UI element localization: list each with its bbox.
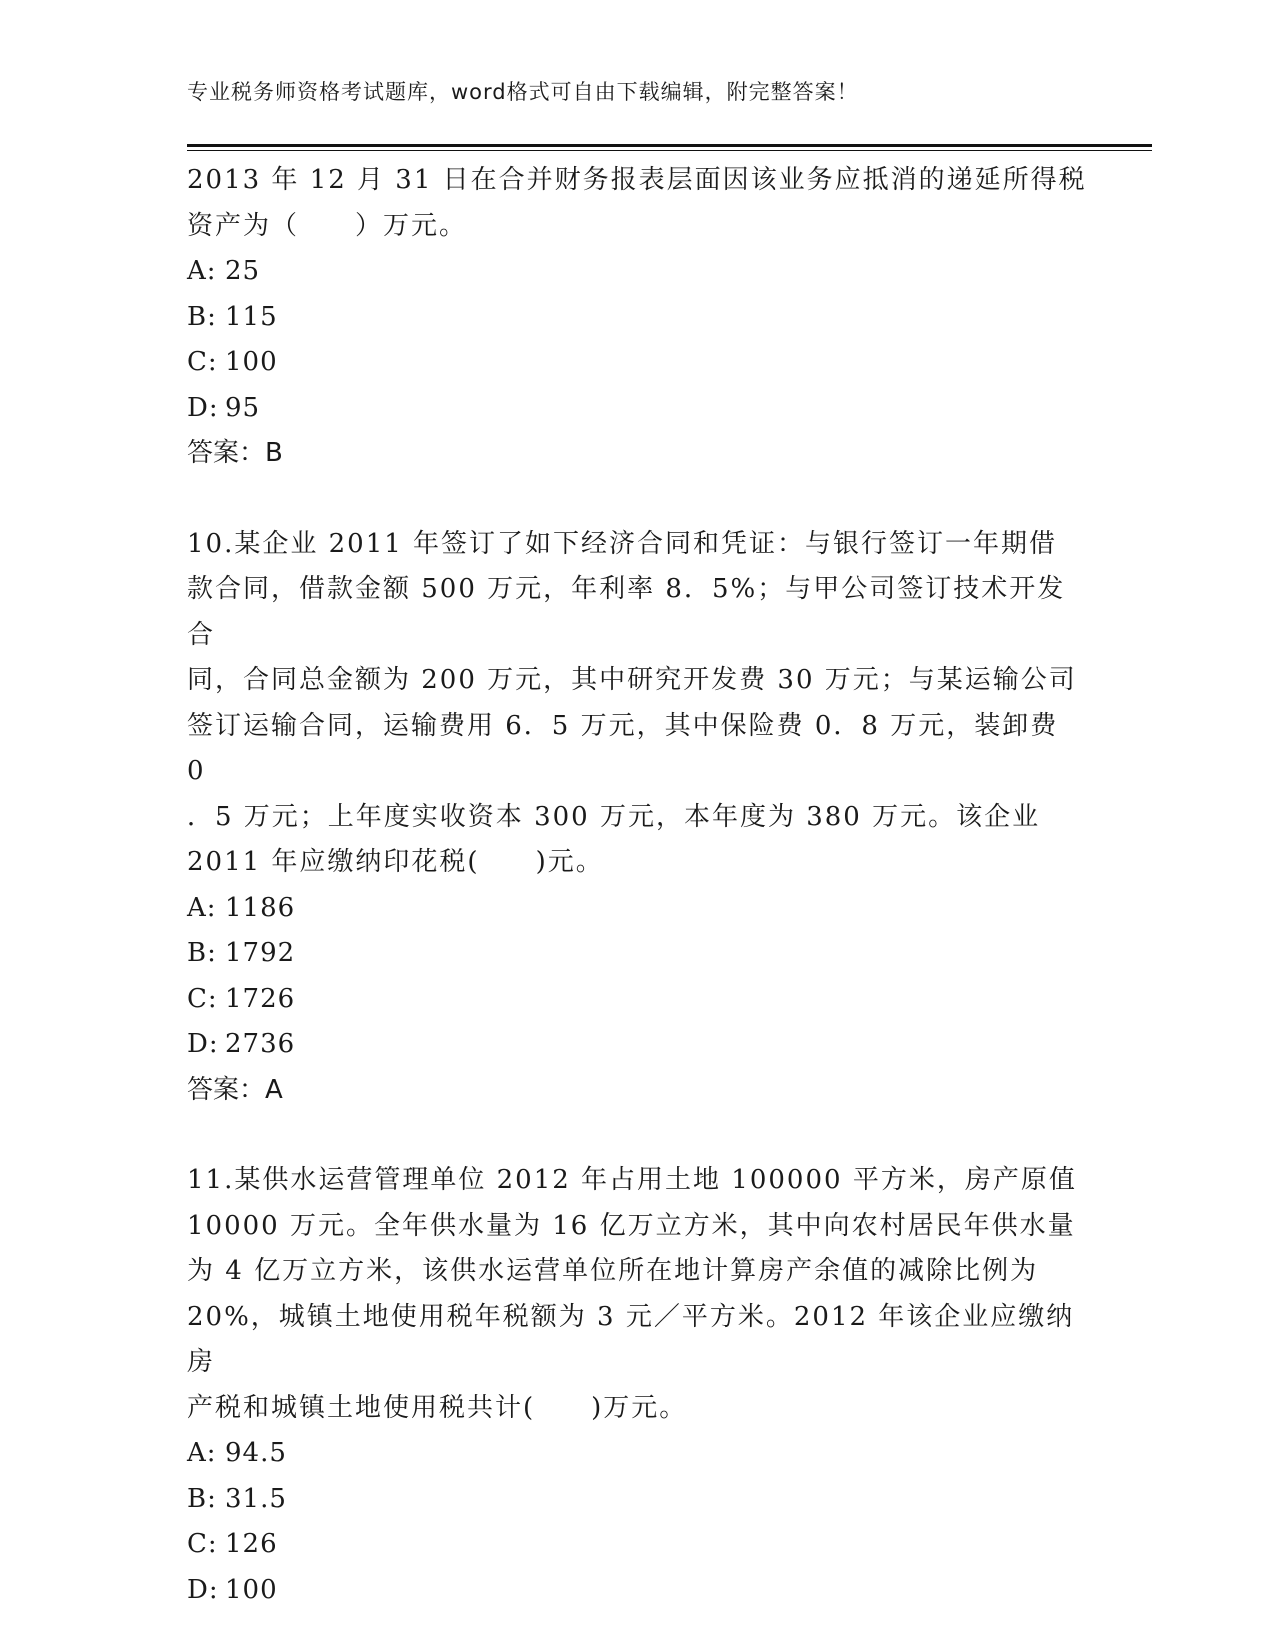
option-key: D: (187, 1574, 219, 1605)
option-c (187, 340, 1087, 386)
question-stem-line: 为 4 亿万立方米，该供水运营单位所在地计算房产余值的减除比例为 (187, 1256, 1039, 1286)
option-value: 2736 (225, 1029, 296, 1059)
option-key: D: (187, 1029, 219, 1059)
question-stem-line: 产税和城镇土地使用税共计( )万元。 (187, 1392, 688, 1423)
option-key: A: (187, 256, 217, 286)
question-list (187, 158, 1087, 1613)
question-stem-line: 同，合同总金额为 200 万元，其中研究开发费 30 万元；与某运输公司 (187, 665, 1077, 695)
option-d (187, 1568, 1087, 1614)
question-stem-line: 10.某企业 2011 年签订了如下经济合同和凭证：与银行签订一年期借 (187, 528, 1058, 559)
option-c (187, 1522, 1087, 1568)
option-key: B: (187, 301, 217, 332)
option-b (187, 931, 1087, 977)
option-value: 94.5 (225, 1438, 287, 1468)
header-divider-thick (187, 144, 1152, 147)
question-block (187, 158, 1087, 477)
option-key: C: (187, 347, 218, 377)
option-key: A: (187, 892, 217, 923)
question-stem-line: 11.某供水运营管理单位 2012 年占用土地 100000 平方米，房产原值 (187, 1165, 1077, 1195)
option-a (187, 1431, 1087, 1477)
option-c (187, 977, 1087, 1023)
option-value: 126 (225, 1529, 278, 1559)
option-key: D: (187, 392, 219, 423)
option-a (187, 249, 1087, 295)
option-value: 100 (225, 1574, 278, 1605)
option-value: 1186 (225, 892, 296, 923)
question-stem-line: 资产为（ ）万元。 (187, 210, 468, 241)
question-stem-line: ．5 万元；上年度实收资本 300 万元，本年度为 380 万元。该企业 (187, 801, 1041, 832)
option-key: C: (187, 983, 218, 1014)
option-value: 1726 (225, 983, 296, 1014)
option-a (187, 886, 1087, 932)
option-key: B: (187, 938, 217, 968)
option-key: C: (187, 1529, 218, 1559)
question-block (187, 522, 1087, 1114)
option-d (187, 386, 1087, 432)
question-stem-line: 2011 年应缴纳印花税( )元。 (187, 847, 604, 877)
option-value: 115 (225, 301, 278, 332)
answer-line: 答案：B (187, 438, 283, 468)
question-stem-line: 10000 万元。全年供水量为 16 亿万立方米，其中向农村居民年供水量 (187, 1210, 1076, 1241)
header-divider-thin (187, 150, 1152, 151)
question-stem-line: 款合同，借款金额 500 万元，年利率 8．5%；与甲公司签订技术开发合 (187, 574, 1066, 650)
question-stem-line: 签订运输合同，运输费用 6．5 万元，其中保险费 0．8 万元，装卸费 0 (187, 710, 1059, 786)
question-block (187, 1158, 1087, 1613)
option-value: 31.5 (225, 1483, 287, 1514)
option-key: B: (187, 1483, 217, 1514)
option-value: 25 (225, 256, 261, 286)
option-b (187, 1477, 1087, 1523)
option-value: 100 (225, 347, 278, 377)
option-value: 95 (225, 392, 261, 423)
answer-line: 答案：A (187, 1074, 283, 1105)
option-b (187, 295, 1087, 341)
option-value: 1792 (225, 938, 296, 968)
option-d (187, 1022, 1087, 1068)
question-stem-line: 20%，城镇土地使用税年税额为 3 元／平方米。2012 年该企业应缴纳房 (187, 1301, 1075, 1377)
option-key: A: (187, 1438, 217, 1468)
question-stem-line: 2013 年 12 月 31 日在合并财务报表层面因该业务应抵消的递延所得税 (187, 165, 1087, 195)
page-header-note: 专业税务师资格考试题库，word格式可自由下载编辑，附完整答案！ (187, 80, 859, 104)
